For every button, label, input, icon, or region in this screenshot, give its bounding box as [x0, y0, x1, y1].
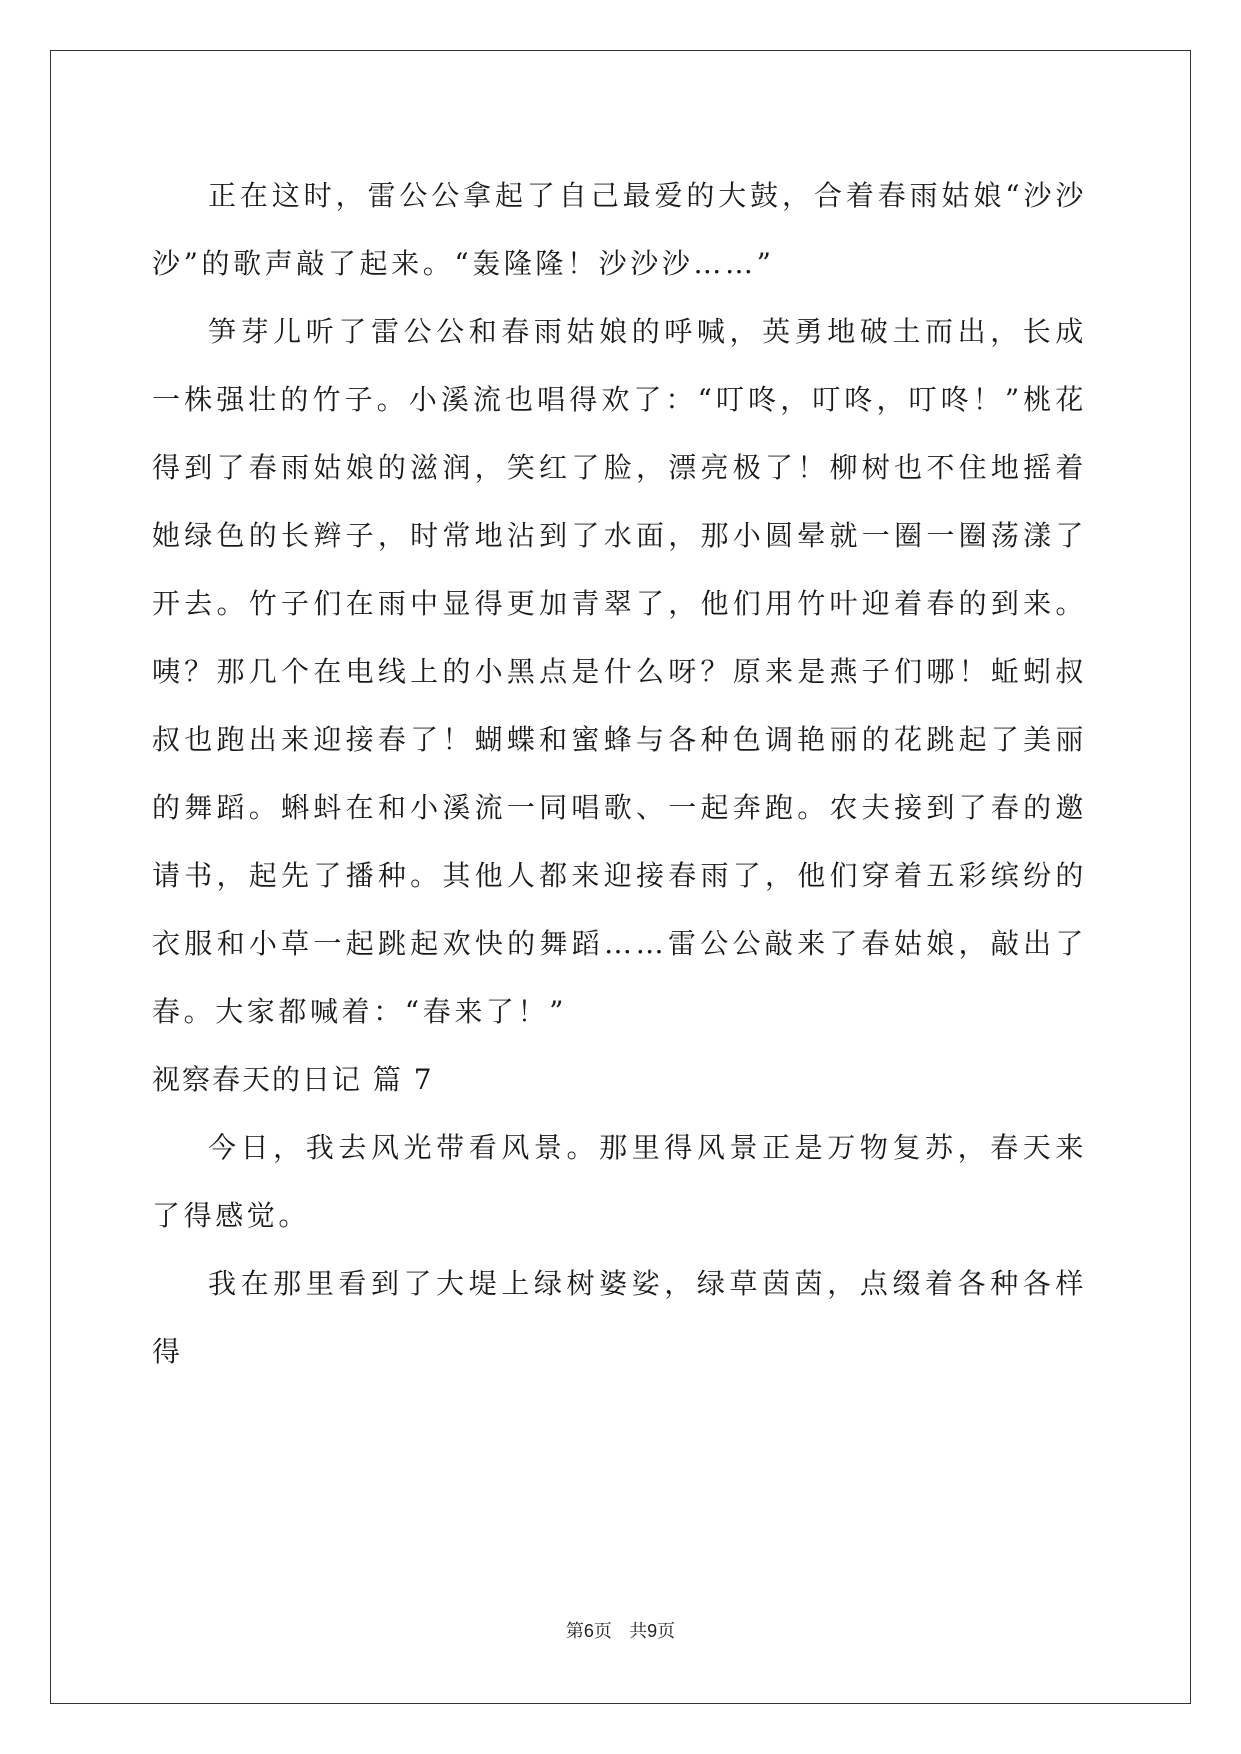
footer-prefix: 第 — [565, 1621, 584, 1642]
section-heading: 视察春天的日记 篇 7 — [152, 1063, 434, 1096]
paragraph-thunder-drum: 正在这时，雷公公拿起了自己最爱的大鼓，合着春雨姑娘“沙沙沙”的歌声敲了起来。“轰隆隆！沙沙沙……” — [152, 179, 1087, 280]
footer-page-word: 页 — [593, 1621, 612, 1642]
footer-total-pages: 9 — [647, 1621, 658, 1641]
paragraph-spring-arrives: 笋芽儿听了雷公公和春雨姑娘的呼喊，英勇地破土而出，长成一株强壮的竹子。小溪流也唱得欢了：“叮咚，叮咚，叮咚！”桃花得到了春雨姑娘的滋润，笑红了脸，漂亮极了！柳树也不住地摇着她绿色的长辫子，时常地沾到了水面，那小圆晕就一圈一圈荡漾了开去。竹子们在雨中显得更加青翠了，他们用竹叶迎着春的到来。咦？那几个在电线上的小黑点是什么呀？原来是燕子们哪！蚯蚓叔叔也跑出来迎接春了！蝴蝶和蜜蜂与各种色调艳丽的花跳起了美丽的舞蹈。蝌蚪在和小溪流一同唱歌、一起奔跑。农夫接到了春的邀请书，起先了播种。其他人都来迎接春雨了，他们穿着五彩缤纷的衣服和小草一起跳起欢快的舞蹈……雷公公敲来了春姑娘，敲出了春。大家都喊着：“春来了！” — [152, 315, 1087, 1028]
paragraph-embankment: 我在那里看到了大堤上绿树婆娑，绿草茵茵，点缀着各种各样得 — [152, 1267, 1087, 1368]
document-body — [152, 162, 1087, 1386]
paragraph-scenic-belt: 今日，我去风光带看风景。那里得风景正是万物复苏，春天来了得感觉。 — [152, 1131, 1087, 1232]
footer-total-suffix: 页 — [657, 1621, 676, 1642]
page-footer — [0, 1617, 1241, 1643]
footer-current-page: 6 — [583, 1621, 594, 1641]
footer-total-prefix: 共 — [629, 1621, 648, 1642]
